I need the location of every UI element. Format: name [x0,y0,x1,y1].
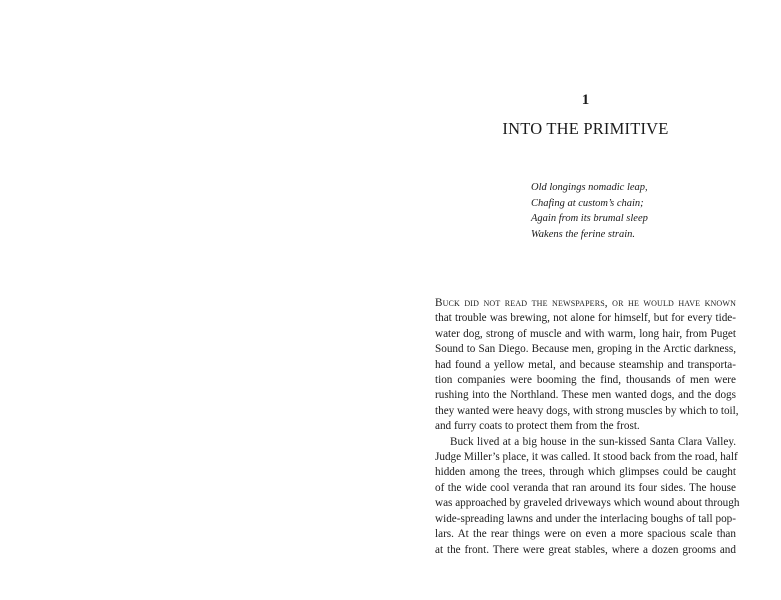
body-line: rushing into the Northland. These men wanted dogs, and the dogs [435,389,736,402]
body-line: of the wide cool veranda that ran around its four sides. The house [435,481,736,494]
chapter-number: 1 [581,92,590,108]
body-line: was approached by graveled driveways which wound about through [435,497,740,510]
body-line: and furry coats to protect them from the frost. [435,420,640,433]
epigraph-line: Old longings nomadic leap, [531,182,648,193]
body-line: Buck did not read the newspapers, or he would have known [435,297,736,309]
epigraph-line: Wakens the ferine strain. [531,228,636,240]
body-line: Buck lived at a big house in the sun-kissed Santa Clara Valley. [450,435,736,448]
epigraph [531,180,731,242]
body-line: Sound to San Diego. Because men, groping in the Arctic darkness, [435,343,736,356]
body-line: lars. At the rear things were on even a more spacious scale than [435,528,736,541]
body-line: tion companies were booming the find, thousands of men were [435,374,736,387]
epigraph-line: Again from its brumal sleep [531,213,648,224]
body-line: that trouble was brewing, not alone for himself, but for every tide- [435,312,736,325]
epigraph-line: Chafing at custom’s chain; [531,197,644,209]
body-line: water dog, strong of muscle and with warm, long hair, from Puget [435,327,736,340]
body-line: at the front. There were great stables, where a dozen grooms and [435,543,736,556]
body-line: hidden among the trees, through which glimpses could be caught [435,466,736,479]
chapter-title: INTO THE PRIMITIVE [502,119,669,138]
body-line: wide-spreading lawns and under the interlacing boughs of tall pop- [435,512,736,525]
left-page-blank [0,0,390,600]
paragraph-1 [435,296,739,435]
paragraph-2 [435,435,740,558]
body-line: Judge Miller’s place, it was called. It stood back from the road, half [435,451,738,464]
body-line: they wanted were heavy dogs, with strong muscles by which to toil, [435,404,739,417]
body-line: had found a yellow metal, and because steamship and transporta- [435,358,736,371]
chapter-body [435,296,740,558]
